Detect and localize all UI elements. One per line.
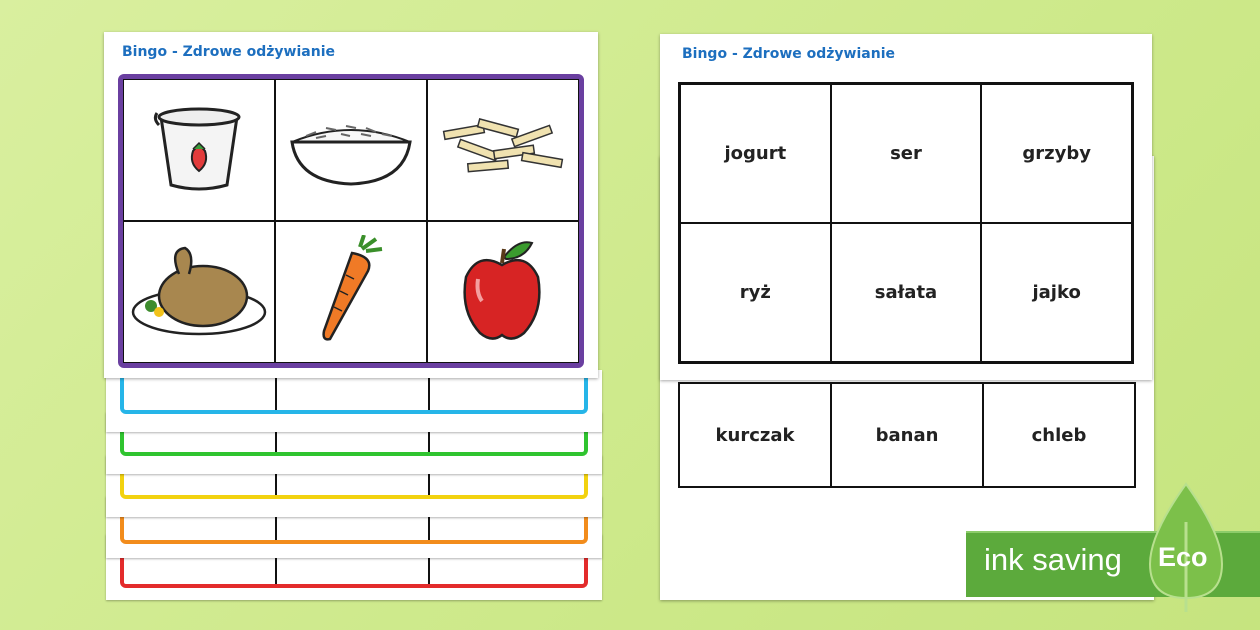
picture-grid-frame	[118, 74, 584, 368]
eco-leaf-badge	[1146, 482, 1226, 612]
stack-card-blue	[106, 370, 602, 432]
word-grid	[678, 82, 1134, 364]
picture-cell-yogurt	[123, 79, 275, 221]
word-cell: banan	[831, 383, 983, 487]
ink-saving-label: ink saving	[984, 542, 1122, 577]
sheet-title: Bingo - Zdrowe odżywianie	[122, 44, 335, 60]
word-cell: ser	[831, 84, 982, 223]
picture-bingo-sheet	[104, 32, 598, 378]
word-cell: jajko	[981, 223, 1132, 362]
picture-cell-chicken	[123, 221, 275, 363]
word-cell: jogurt	[680, 84, 831, 223]
apple-icon	[458, 235, 548, 349]
roast-chicken-icon	[129, 240, 269, 344]
eco-badge-label: Eco	[1158, 542, 1208, 572]
rice-bowl-icon	[286, 108, 416, 192]
carrot-icon	[316, 235, 386, 349]
picture-cell-carrot	[275, 221, 427, 363]
back-word-grid	[678, 382, 1136, 488]
picture-grid	[123, 79, 579, 363]
word-cell: kurczak	[679, 383, 831, 487]
picture-cell-apple	[427, 221, 579, 363]
word-cell: ryż	[680, 223, 831, 362]
sheet-title: Bingo - Zdrowe odżywianie	[682, 46, 895, 62]
word-cell: sałata	[831, 223, 982, 362]
word-cell: chleb	[983, 383, 1135, 487]
pasta-icon	[438, 118, 568, 182]
picture-cell-pasta	[427, 79, 579, 221]
word-cell: grzyby	[981, 84, 1132, 223]
picture-cell-rice	[275, 79, 427, 221]
word-bingo-sheet	[660, 34, 1152, 380]
yogurt-icon	[149, 103, 249, 197]
